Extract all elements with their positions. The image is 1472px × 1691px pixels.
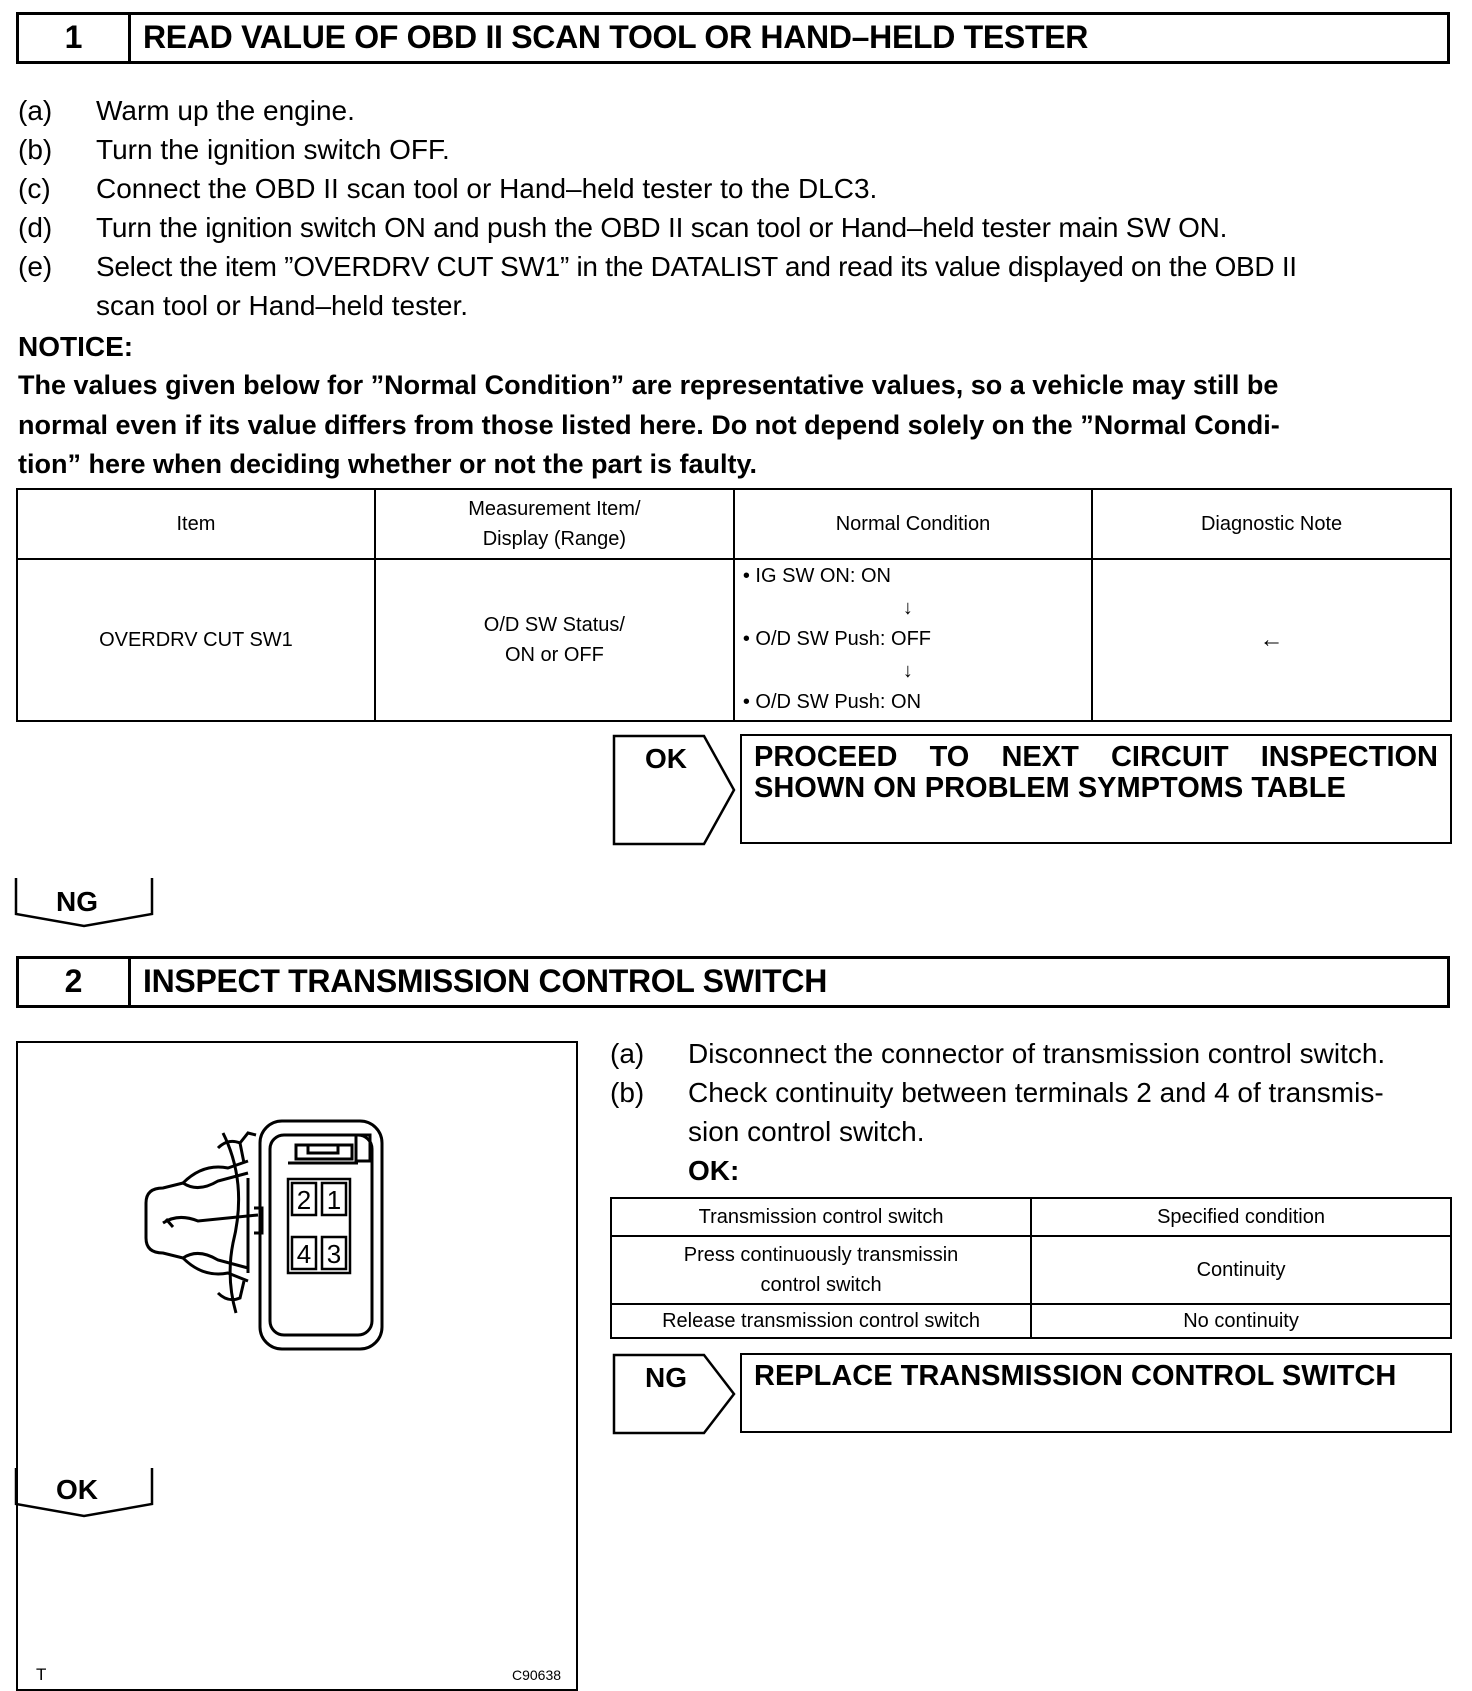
cell-item: OVERDRV CUT SW1 xyxy=(17,559,375,721)
terminal-3: 3 xyxy=(326,1239,342,1269)
figure-code: C90638 xyxy=(512,1667,562,1683)
figure-corner-letter: T xyxy=(36,1665,47,1684)
datalist-table xyxy=(16,488,1452,722)
table-row xyxy=(17,559,1451,721)
instruction-d: (d) Turn the ignition switch ON and push the OBD II scan tool or Hand–held tester main SW ON. xyxy=(18,212,1228,243)
cell-switch: Press continuously transmissin control switch xyxy=(611,1236,1031,1304)
instruction-b: (b) Turn the ignition switch OFF. xyxy=(18,134,450,165)
step-1-header xyxy=(16,12,1450,64)
notice-line-3: tion” here when deciding whether or not the part is faulty. xyxy=(18,449,758,479)
continuity-table xyxy=(610,1197,1452,1339)
header-diagnostic-note: Diagnostic Note xyxy=(1092,489,1451,559)
header-normal-condition: Normal Condition xyxy=(734,489,1092,559)
header-condition: Specified condition xyxy=(1031,1198,1451,1236)
terminal-2: 2 xyxy=(296,1185,312,1215)
instruction-a: (a) Warm up the engine. xyxy=(18,95,355,126)
table-header-row xyxy=(611,1198,1451,1236)
cell-normal-condition: • IG SW ON: ON ↓ • O/D SW Push: OFF ↓ • O/D SW Push: ON xyxy=(734,559,1092,721)
table-header-row xyxy=(17,489,1451,559)
ng-label: NG xyxy=(645,1362,687,1393)
instruction-e: (e) Select the item ”OVERDRV CUT SW1” in the DATALIST and read its value displayed on the OBD II scan tool or Hand–held tester. xyxy=(18,251,1297,321)
ok-result-box: PROCEED TO NEXT CIRCUIT INSPECTION SHOWN ON PROBLEM SYMPTOMS TABLE xyxy=(740,734,1452,844)
notice-body xyxy=(18,366,1454,485)
step-1-number: 1 xyxy=(19,15,131,61)
notice-line-2: normal even if its value differs from those listed here. Do not depend solely on the ”Normal Condi- xyxy=(18,409,1280,440)
connector-figure xyxy=(16,1041,578,1691)
cell-diagnostic-note: ← xyxy=(1092,559,1451,721)
arrow-down-icon: ↓ xyxy=(902,659,913,682)
terminal-1: 1 xyxy=(326,1185,342,1215)
cell-condition: Continuity xyxy=(1031,1236,1451,1304)
header-measurement: Measurement Item/ Display (Range) xyxy=(375,489,734,559)
cell-switch: Release transmission control switch xyxy=(611,1304,1031,1338)
ng-label: NG xyxy=(56,886,98,917)
connector-diagram-icon xyxy=(18,1043,576,1689)
ok-label: OK xyxy=(645,743,687,774)
step-2-title: INSPECT TRANSMISSION CONTROL SWITCH xyxy=(143,963,828,999)
ng-result-box: REPLACE TRANSMISSION CONTROL SWITCH xyxy=(740,1353,1452,1433)
instruction-b: (b) Check continuity between terminals 2 and 4 of transmis- sion control switch. xyxy=(610,1077,1384,1147)
cell-measurement: O/D SW Status/ ON or OFF xyxy=(375,559,734,721)
step-1-title: READ VALUE OF OBD II SCAN TOOL OR HAND–HELD TESTER xyxy=(143,19,1089,55)
ok-label: OK xyxy=(56,1474,98,1505)
ok-spec-heading: OK: xyxy=(688,1155,740,1186)
table-row xyxy=(611,1304,1451,1338)
notice-heading: NOTICE: xyxy=(18,331,134,362)
step-2-header xyxy=(16,956,1450,1008)
step-2-number: 2 xyxy=(19,959,131,1005)
instruction-c: (c) Connect the OBD II scan tool or Hand–held tester to the DLC3. xyxy=(18,173,878,204)
notice-line-1: The values given below for ”Normal Condition” are representative values, so a vehicle may still be xyxy=(18,370,1279,400)
cell-condition: No continuity xyxy=(1031,1304,1451,1338)
step-1-instructions xyxy=(18,91,1458,325)
table-row xyxy=(611,1236,1451,1304)
header-switch: Transmission control switch xyxy=(611,1198,1031,1236)
step-2-instructions xyxy=(610,1034,1452,1190)
arrow-down-icon: ↓ xyxy=(902,596,913,619)
header-item: Item xyxy=(17,489,375,559)
instruction-a: (a) Disconnect the connector of transmission control switch. xyxy=(610,1038,1386,1069)
terminal-4: 4 xyxy=(296,1239,312,1269)
